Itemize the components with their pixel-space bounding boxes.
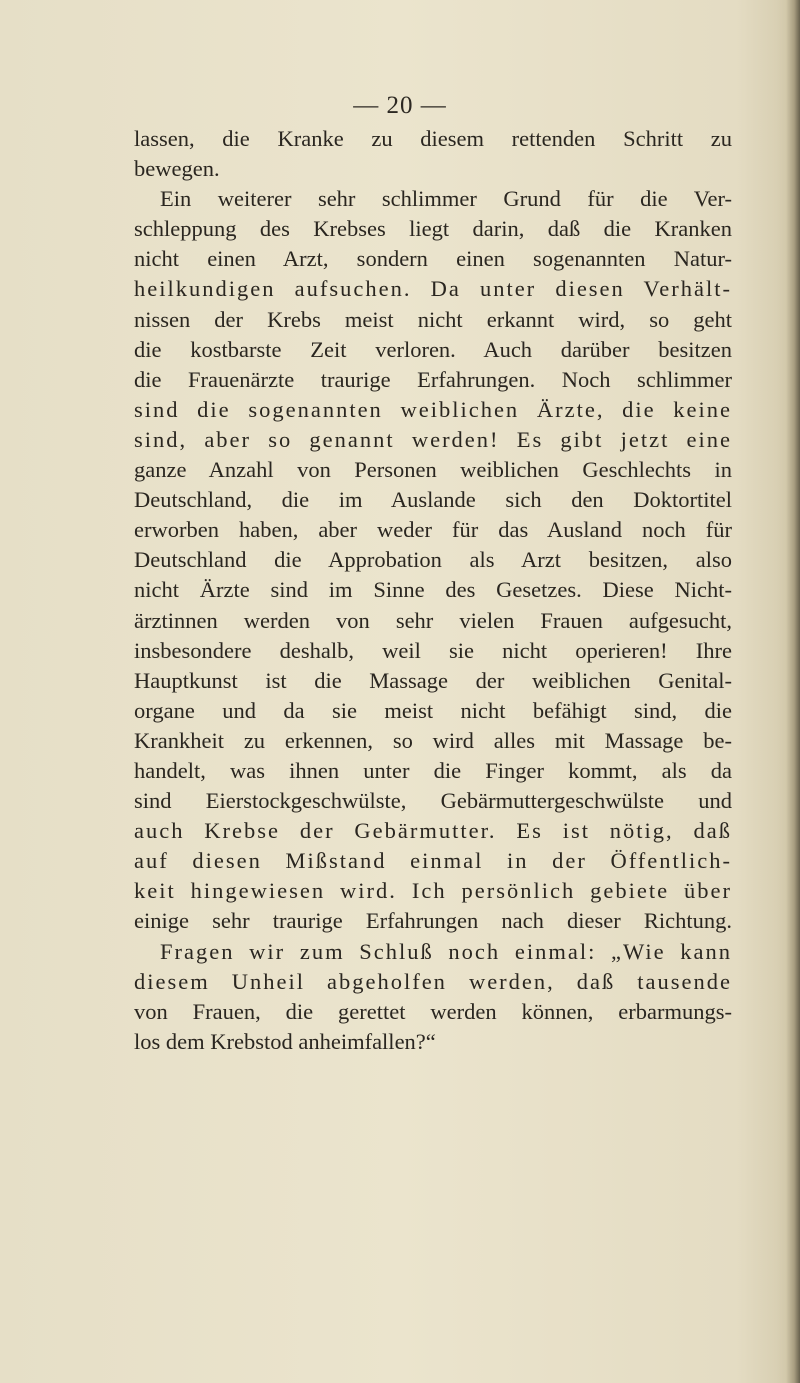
- text-line: Hauptkunst ist die Massage der weiblichen Genital-: [134, 667, 732, 693]
- text-line: sind Eierstockgeschwülste, Gebärmuttergeschwülste und: [134, 788, 732, 814]
- text-line: nicht Ärzte sind im Sinne des Gesetzes. Diese Nicht-: [134, 577, 732, 603]
- text-line: organe und da sie meist nicht befähigt sind, die: [134, 697, 732, 723]
- page-edge-shadow: [786, 0, 800, 1383]
- text-line: insbesondere deshalb, weil sie nicht operieren! Ihre: [134, 637, 732, 663]
- text-line: von Frauen, die gerettet werden können, erbarmungs-: [134, 998, 732, 1024]
- text-line: los dem Krebstod anheimfallen?“: [134, 1028, 436, 1054]
- text-line: Ein weiterer sehr schlimmer Grund für die Ver-: [160, 186, 732, 212]
- text-line: schleppung des Krebses liegt darin, daß die Kranken: [134, 216, 732, 242]
- text-line: sind die sogenannten weiblichen Ärzte, die keine: [134, 396, 732, 422]
- text-line: Fragen wir zum Schluß noch einmal: „Wie kann: [160, 938, 732, 964]
- page-number: — 20 —: [353, 92, 447, 119]
- text-line: handelt, was ihnen unter die Finger kommt, als da: [134, 757, 732, 783]
- text-line: Krankheit zu erkennen, so wird alles mit Massage be-: [134, 727, 732, 753]
- text-line: nicht einen Arzt, sondern einen sogenannten Natur-: [134, 246, 732, 272]
- text-line: die kostbarste Zeit verloren. Auch darüber besitzen: [134, 336, 732, 362]
- text-line: heilkundigen aufsuchen. Da unter diesen Verhält-: [134, 276, 732, 302]
- text-line: erworben haben, aber weder für das Ausland noch für: [134, 517, 732, 543]
- text-line: ärztinnen werden von sehr vielen Frauen aufgesucht,: [134, 607, 732, 633]
- text-line: ganze Anzahl von Personen weiblichen Geschlechts in: [134, 457, 732, 483]
- text-line: nissen der Krebs meist nicht erkannt wird, so geht: [134, 306, 732, 332]
- body-text: [134, 124, 732, 1057]
- text-line: keit hingewiesen wird. Ich persönlich gebiete über: [134, 878, 732, 904]
- text-line: sind, aber so genannt werden! Es gibt jetzt eine: [134, 426, 732, 452]
- text-line: diesem Unheil abgeholfen werden, daß tausende: [134, 968, 732, 994]
- text-line: bewegen.: [134, 156, 220, 182]
- text-line: einige sehr traurige Erfahrungen nach dieser Richtung.: [134, 908, 732, 934]
- text-line: die Frauenärzte traurige Erfahrungen. Noch schlimmer: [134, 366, 732, 392]
- text-line: lassen, die Kranke zu diesem rettenden Schritt zu: [134, 126, 732, 151]
- text-line: auf diesen Mißstand einmal in der Öffentlich-: [134, 848, 732, 874]
- text-line: Deutschland, die im Auslande sich den Doktortitel: [134, 487, 732, 513]
- text-line: Deutschland die Approbation als Arzt besitzen, also: [134, 547, 732, 573]
- text-line: auch Krebse der Gebärmutter. Es ist nötig, daß: [134, 818, 732, 844]
